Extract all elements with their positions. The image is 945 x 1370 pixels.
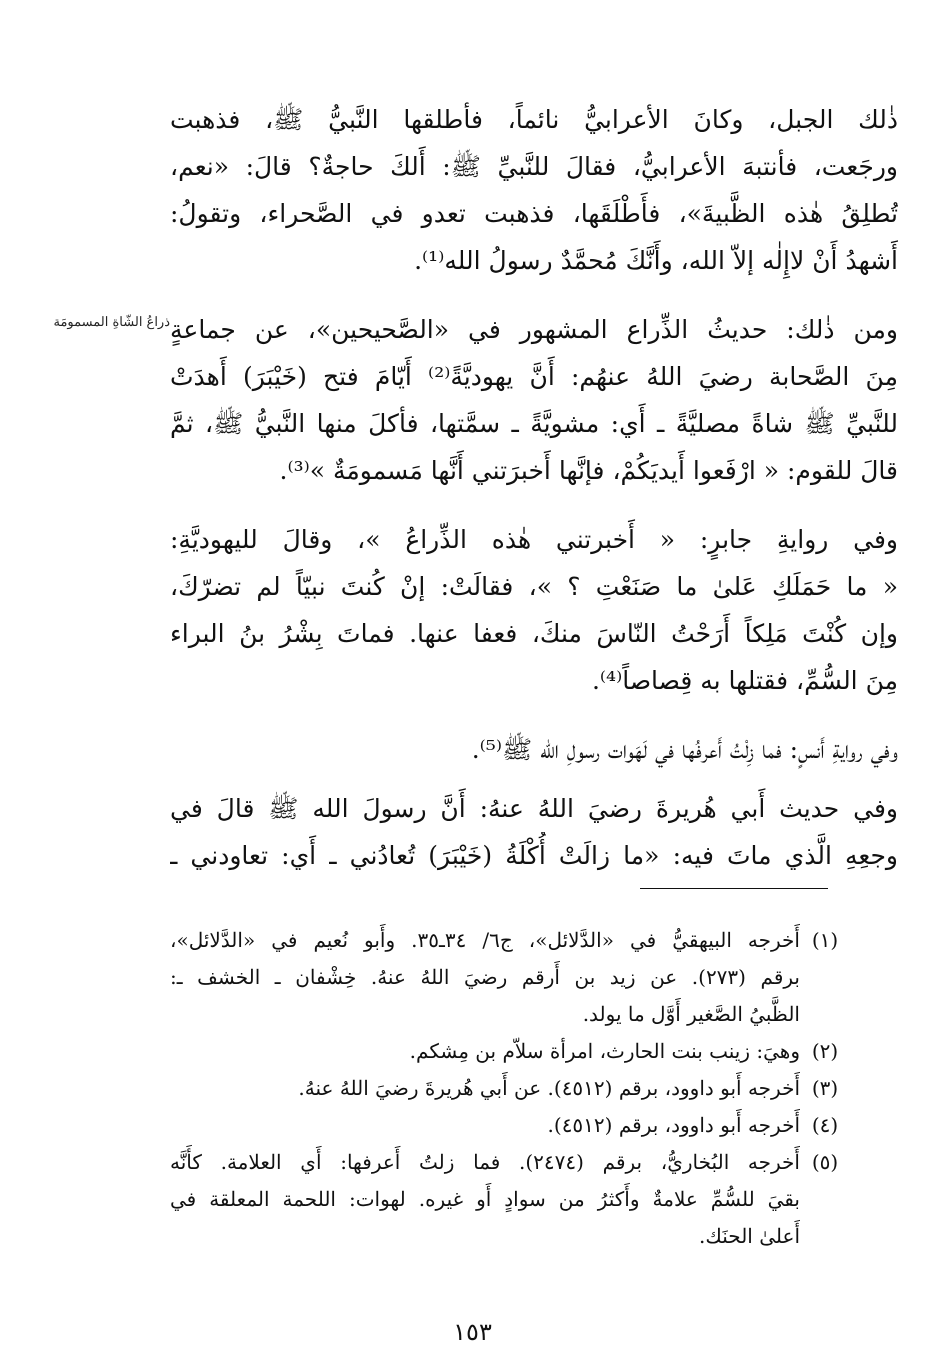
text-line: « ما حَمَلَكِ عَلىٰ ما صَنَعْتِ ؟ »، فقالَتْ: إنْ كُنتَ نبيّاً لم تضرّكَ،	[170, 572, 898, 601]
footnote-item	[170, 1107, 850, 1144]
paragraph	[170, 306, 898, 494]
footnote-number: (٤)	[811, 1113, 839, 1137]
footnote-separator	[640, 888, 828, 889]
footnote-line: أَخرجه البيهقيُّ في «الدَّلائل»، ج٦/ ٣٤ـ٣٥. وأَبو نُعيم في «الدَّلائل»،	[170, 928, 800, 952]
footnote-line: وهيَ: زينب بنت الحارث، امرأة سلاّم بن مِشكم.	[409, 1039, 800, 1063]
text-line: أَشهدُ أَنْ لاإِلٰه إلاّ الله، وأَنَّكَ مُحمَّدٌ رسولُ الله⁽¹⁾.	[414, 246, 898, 275]
text-line: وفي حديث أَبي هُريرةَ رضيَ اللهُ عنهُ: أَنَّ رسولَ الله ﷺ قالَ في	[170, 794, 898, 823]
text-line: ورجَعت، فأنتبهَ الأعرابيُّ، فقالَ للنَّبيِّ ﷺ: أَلكَ حاجةٌ؟ قالَ: «نعم،	[170, 152, 898, 181]
footnotes	[170, 922, 850, 1255]
footnote-number: (٢)	[811, 1039, 839, 1063]
text-line: مِنَ الصَّحابة رضيَ اللهُ عنهُم: أَنَّ يهوديَّةً⁽²⁾ أَيّامَ فتح (خَيْبَرَ) أَهدَتْ	[170, 362, 898, 391]
text-line: وفي روايةِ جابرٍ: « أَخبرتني هٰذه الذِّراعُ »، وقالَ لليهوديَّةِ:	[170, 525, 898, 554]
paragraph	[170, 516, 898, 704]
footnote-number: (٥)	[811, 1150, 839, 1174]
text-line: وفي روايةِ أَنسٍ: فما زِلْتُ أَعرفُها في لَهَوات رسولِ الله ﷺ⁽⁵⁾.	[471, 735, 898, 764]
footnote-line: أَخرجه البُخاريُّ، برقم (٢٤٧٤). فما زلتُ أَعرفها: أَي العلامة. كأَنَّه	[170, 1150, 800, 1174]
text-line: وجعِهِ الَّذي ماتَ فيه: «ما زالَتْ أُكْلَةُ (خَيْبَرَ) تُعادُني ـ أَي: تعاودني ـ	[170, 841, 898, 870]
footnote-number: (٣)	[811, 1076, 839, 1100]
margin-note: ذراعُ الشّاةِ المسمومَة	[53, 315, 170, 330]
text-line: ذٰلك الجبل، وكانَ الأعرابيُّ نائماً، فأطلقها النَّبيُّ ﷺ، فذهبت	[170, 105, 898, 134]
text-line: وإن كُنْتَ مَلِكاً أَرَحْتُ النّاسَ منكَ، فعفا عنها. فماتَ بِشْرُ بنُ البراء	[170, 619, 898, 648]
footnote-line: أَخرجه أَبو داوود، برقم (٤٥١٢).	[547, 1113, 800, 1137]
footnote-item	[170, 1070, 850, 1107]
footnote-line: أَخرجه أَبو داوود، برقم (٤٥١٢). عن أَبي هُريرةَ رضيَ اللهُ عنهُ.	[298, 1076, 800, 1100]
footnote-line: بقيَ للسُّمِّ علامةٌ وأَكثرُ من سوادٍ أَو غيره. لهوات: اللحمة المعلقة في	[170, 1187, 800, 1211]
footnote-line: أَعلىٰ الحنَك.	[699, 1224, 800, 1248]
text-line: تُطلِقُ هٰذه الظَّبيةَ»، فأَطْلَقَها، فذهبت تعدو في الصَّحراء، وتقولُ:	[170, 199, 898, 228]
paragraph	[170, 96, 898, 284]
page-number: ١٥٣	[453, 1318, 492, 1346]
text-line: قالَ للقوم: « ارْفَعوا أَيديَكُمْ، فإنَّها أَخبرَتني أَنَّها مَسمومَةٌ »⁽³⁾.	[279, 456, 898, 485]
footnote-number: (١)	[811, 928, 839, 952]
main-text	[170, 96, 898, 879]
paragraph	[170, 726, 898, 773]
footnote-item	[170, 922, 850, 1033]
text-line: ومن ذٰلك: حديثُ الذِّراع المشهور في «الصَّحيحين»، عن جماعةٍ	[170, 315, 898, 344]
footnote-item	[170, 1144, 850, 1255]
text-line: للنَّبيِّ ﷺ شاةً مصليَّةً ـ أَي: مشويَّةً ـ سمَّتها، فأكلَ منها النَّبيُّ ﷺ، ثمَّ	[170, 409, 898, 438]
footnote-line: الظَّبيُ الصَّغير أَوَّل ما يولد.	[582, 1002, 800, 1026]
paragraph	[170, 785, 898, 879]
footnote-line: برقم (٢٧٣). عن زيد بن أَرقم رضيَ اللهُ عنهُ. خِشْفان ـ الخشف ـ:	[170, 965, 800, 989]
footnote-item	[170, 1033, 850, 1070]
text-line: مِنَ السُّمِّ، فقتلها به قِصاصاً⁽⁴⁾.	[591, 666, 898, 695]
